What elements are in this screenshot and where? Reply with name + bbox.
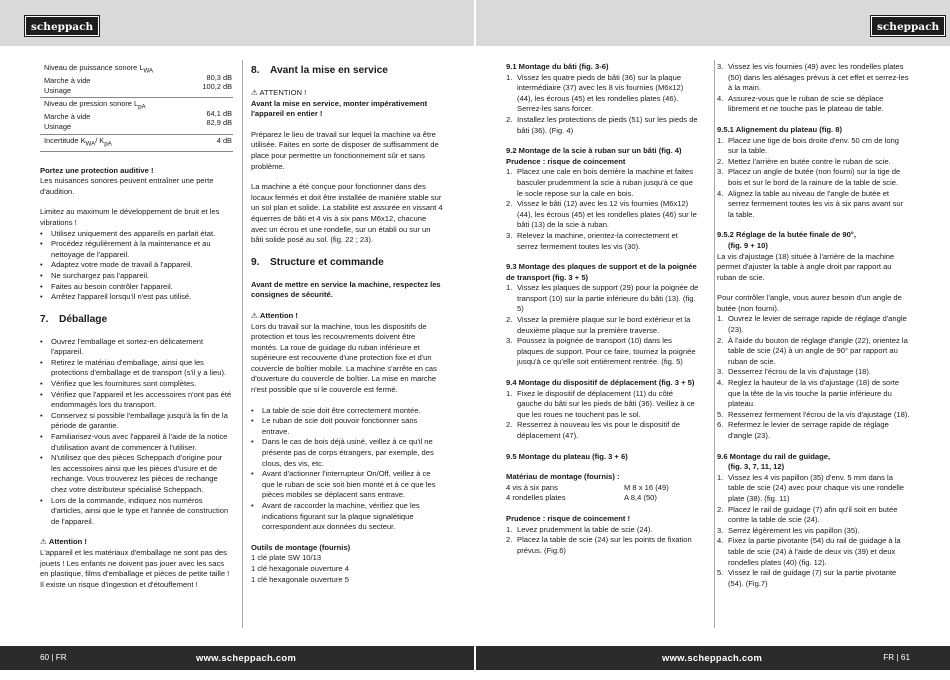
- section-heading: 8. Avant la mise en service: [251, 65, 388, 76]
- section-heading: 7. Déballage: [40, 313, 108, 325]
- list-item: • La table de scie doit être correctement montée.: [251, 406, 444, 417]
- column-3: [506, 62, 700, 566]
- subsection-heading: 9.5.1 Alignement du plateau (fig. 8): [717, 124, 843, 134]
- tools-title: Outils de montage (fournis): [251, 542, 351, 552]
- column-1: [40, 62, 233, 600]
- list-item: • Retirez le matériau d'emballage, ainsi que les protections d'emballage et de transport (s'il y a lieu).: [40, 358, 233, 379]
- caution-heading: Prudence : risque de coincement: [506, 156, 626, 166]
- steps-list: [717, 314, 910, 441]
- list-item: 1. Vissez les quatre pieds de bâti (36) sur la plaque intermédiaire (37) avec les 8 vis fournies (M6x12) (44), les écrous (45) et les rondelles plates (46). Serrez-les sans forcer.: [506, 72, 684, 114]
- list-item: 3. Serrez légèrement les vis papillon (35).: [717, 525, 860, 535]
- list-item: 2. Placez la table de scie (24) sur les points de fixation prévus. (Fig.6): [506, 535, 692, 555]
- list-item: 2. Vissez le bâti (12) avec les 12 vis fournies (M6x12) (44), les écrous (45) et les rondelles plates (46) sur le bâti (13) de la scie à ruban.: [506, 199, 697, 230]
- steps-list: [506, 525, 700, 557]
- list-item: 2. Vissez la première plaque sur le bord extérieur et la deuxième plaque sur la première traverse.: [506, 315, 691, 335]
- subsection-heading: 9.1 Montage du bâti (fig. 3-6): [506, 62, 609, 71]
- list-item: • Conservez si possible l'emballage jusqu'à la fin de la période de garantie.: [40, 411, 233, 432]
- list-item: 6. Refermez le levier de serrage rapide de réglage d'angle (23).: [717, 420, 889, 440]
- subsection-heading: 9.5.2 Réglage de la butée finale de 90°,: [717, 230, 856, 240]
- subsection-heading: (fig. 9 + 10): [728, 240, 768, 250]
- column-divider: [242, 60, 243, 628]
- noise-list: [40, 229, 233, 303]
- subsection-heading: 9.3 Montage des plaques de support et de la poignée de transport (fig. 3 + 5): [506, 262, 697, 282]
- list-item: • Ne surchargez pas l'appareil.: [40, 271, 233, 282]
- list-item: • Le ruban de scie doit pouvoir fonctionner sans entrave.: [251, 416, 444, 437]
- list-item: 1. Placez une tige de bois droite d'env. 50 cm de long sur la table.: [717, 135, 900, 156]
- list-item: 1. Fixez le dispositif de déplacement (11) du côté gauche du bâti sur les pieds de bâti (36). Veillez à ce que les roues ne touchent pas le sol.: [506, 388, 695, 419]
- list-item: • Familiarisez-vous avec l'appareil à l'aide de la notice d'utilisation avant de commencer à l'utiliser.: [40, 432, 233, 453]
- list-item: 5. Vissez le rail de guidage (7) sur la partie pivotante (54). (Fig.7): [717, 568, 897, 588]
- list-item: 2. Resserrez à nouveau les vis pour le dispositif de déplacement (47).: [506, 420, 680, 440]
- website-link[interactable]: www.scheppach.com: [662, 652, 763, 663]
- list-item: • Ouvrez l'emballage et sortez-en délicatement l'appareil.: [40, 337, 233, 358]
- steps-list: [506, 73, 700, 137]
- list-item: 1. Placez une cale en bois derrière la machine et faites basculer prudemment la scie à ruban jusqu'à ce que le socle repose sur la cale en bois.: [506, 167, 694, 198]
- list-item: 4. Assurez-vous que le ruban de scie se déplace librement et ne touche pas le plateau de table.: [717, 93, 884, 114]
- paragraph: Pour contrôler l'angle, vous aurez besoin d'un angle de butée (non fourni).: [717, 293, 902, 313]
- steps-list: [717, 62, 910, 115]
- paragraph: La machine a été conçue pour fonctionner dans des locaux fermés et doit être installée de manière stable sur un sol plan et solide. La stabilité est assurée en vissant 4 équerres de bâti et 4 vis à six pans M6x12, chacune avec un écrou et une rondelle, sur un établi ou sur un bâti solide posé au sol. (fig. 22 ; 23).: [251, 182, 443, 245]
- page-number: 60 | FR: [40, 653, 67, 662]
- column-4: [717, 62, 910, 599]
- list-item: 3. Poussez la poignée de transport (10) dans les plaques de support. Pour ce faire, tournez la poignée jusqu'à ce qu'elle soit entièrement rentrée. (fig. 5): [506, 336, 696, 367]
- subsection-heading: 9.2 Montage de la scie à ruban sur un bâti (fig. 4): [506, 146, 682, 156]
- list-item: • Arrêtez l'appareil lorsqu'il n'est pas utilisé.: [40, 292, 233, 303]
- list-item: • Adaptez votre mode de travail à l'appareil.: [40, 260, 233, 271]
- table-row: Incertitude $K_{WA}/$ $K_{pA}$ 4 dB: [40, 134, 233, 151]
- list-item: 5. Resserrez fermement l'écrou de la vis d'ajustage (18).: [717, 409, 910, 419]
- paragraph: Avant de mettre en service la machine, respectez les consignes de sécurité.: [251, 279, 441, 300]
- material-title: Matériau de montage (fournis) :: [506, 472, 620, 482]
- subsection-heading: 9.6 Montage du rail de guidage,: [717, 451, 831, 461]
- material-row: 4 vis à six pans M 8 x 16 (49): [506, 482, 669, 492]
- steps-list: [506, 389, 700, 442]
- list-item: 4. Alignez la table au niveau de l'angle de butée et serrez fermement toutes les vis à six pans avant sur la table.: [717, 188, 904, 219]
- list-item: • Dans le cas de bois déjà usiné, veillez à ce qu'il ne présente pas de corps étrangers, par exemple, des clous, des vis, etc.: [251, 437, 444, 469]
- list-item: 4. Fixez la partie pivotante (54) du rail de guidage à la table de scie (24) à l'aide de deux vis (39) et deux rondelles plates (40) (fig. 12).: [717, 536, 901, 567]
- tool-item: 1 clé hexagonale ouverture 5: [251, 574, 349, 584]
- website-link[interactable]: www.scheppach.com: [196, 652, 297, 663]
- list-item: • Procédez régulièrement à la maintenance et au nettoyage de l'appareil.: [40, 239, 233, 260]
- list-item: 3. Placez un angle de butée (non fourni) sur la tige de bois et sur le bord de la rainure de la table de scie.: [717, 167, 901, 187]
- paragraph: Avant la mise en service, monter impérativement l'appareil en entier !: [251, 98, 428, 119]
- list-item: • Vérifiez que les fournitures sont complètes.: [40, 379, 233, 390]
- table-row: Niveau de puissance sonore $L_{WA}$ Marche à vide Usinage 80,3 dB 100,2 dB: [40, 62, 233, 98]
- list-item: 4. Reglez la hauteur de la vis d'ajustage (18) de sorte que la tête de la vis touche la partie inférieure du plateau.: [717, 378, 900, 409]
- sound-table: [40, 62, 233, 152]
- subsection-heading: 9.5 Montage du plateau (fig. 3 + 6): [506, 451, 628, 461]
- list-item: 2. Placez le rail de guidage (7) afin qu'il soit en butée contre la table de scie (24).: [717, 504, 898, 525]
- section-heading: 9. Structure et commande: [251, 256, 384, 268]
- list-item: • Lors de la commande, indiquez nos numéros d'articles, ainsi que le type et l'année de construction de l'appareil.: [40, 496, 233, 528]
- scheppach-logo: scheppach: [871, 16, 945, 36]
- list-item: 2. Mettez l'arrière en butée contre le ruban de scie.: [717, 156, 891, 166]
- subsection-heading: (fig. 3, 7, 11, 12): [728, 462, 785, 472]
- steps-list: [717, 473, 910, 590]
- list-item: • Avant d'actionner l'interrupteur On/Off, veillez à ce que le ruban de scie soit bien monté et à ce que les pièces mobiles se déplacent sans entrave.: [251, 469, 444, 501]
- page-number: FR | 61: [883, 653, 910, 662]
- list-item: • Avant de raccorder la machine, vérifiez que les indications figurant sur la plaque signalétique correspondent aux données du secteur.: [251, 501, 444, 533]
- list-item: • Faites au besoin contrôler l'appareil.: [40, 282, 233, 293]
- paragraph: Limitez au maximum le développement de bruit et les vibrations !: [40, 207, 220, 227]
- footer-left: [0, 646, 474, 670]
- column-2: [251, 62, 444, 585]
- tool-item: 1 clé hexagonale ouverture 4: [251, 563, 349, 573]
- list-item: • Utilisez uniquement des appareils en parfait état.: [40, 229, 233, 240]
- subsection-heading: 9.4 Montage du dispositif de déplacement (fig. 3 + 5): [506, 378, 695, 388]
- list-item: 1. Levez prudemment la table de scie (24).: [506, 524, 653, 534]
- paragraph: L'appareil et les matériaux d'emballage ne sont pas des jouets ! Les enfants ne doivent pas jouer avec les sacs en plastique, films d'emballage et pièces de petite taille ! Il existe un risque d'ingestion et d'étouffement !: [40, 547, 230, 589]
- list-item: 3. Relevez la machine, orientez-la correctement et serrez fermement toutes les vis (30).: [506, 230, 678, 251]
- footer-right: [476, 646, 950, 670]
- paragraph: Les nuisances sonores peuvent entraîner une perte d'audition.: [40, 176, 214, 196]
- list-item: 3. Vissez les vis fournies (49) avec les rondelles plates (50) dans les alésages prévus à cet effet et serrez-les à la main.: [717, 62, 909, 93]
- warning-title: ⚠ Attention !: [40, 537, 233, 548]
- list-item: • Vérifiez que l'appareil et les accessoires n'ont pas été endommagés lors du transport.: [40, 390, 233, 411]
- caution-heading: Prudence : risque de coincement !: [506, 513, 631, 523]
- paragraph: Préparez le lieu de travail sur lequel la machine va être utilisée. Faites en sorte de disposer de suffisamment de place pour permettre un fonctionnement sûr et sans problème.: [251, 129, 439, 171]
- steps-list: [506, 283, 700, 368]
- ear-protection-title: Portez une protection auditive !: [40, 165, 154, 175]
- list-item: • N'utilisez que des pièces Scheppach d'origine pour les accessoires ainsi que les pièces d'usure et de rechange. Vous trouverez les pièces de rechange chez votre distributeur spécialisé Scheppach.: [40, 453, 233, 495]
- list-item: 2. Installez les protections de pieds (51) sur les pieds de bâti (36). (Fig. 4): [506, 114, 698, 135]
- steps-list: [506, 167, 700, 252]
- unpacking-list: [40, 337, 233, 528]
- list-item: 1. Vissez les plaques de support (29) pour la poignée de transport (10) sur la partie inférieure du bâti (13). (fig. 5): [506, 283, 699, 314]
- list-item: 1. Ouvrez le levier de serrage rapide de réglage d'angle (23).: [717, 314, 907, 335]
- paragraph: La vis d'ajustage (18) située à l'arrière de la machine permet d'ajuster la table à angle droit par rapport au ruban de scie.: [717, 251, 895, 282]
- list-item: 1. Vissez les 4 vis papillon (35) d'env. 5 mm dans la table de scie (24) avec pour chaque vis une rondelle plate (38). (fig. 11): [717, 472, 905, 503]
- tool-item: 1 clé plate SW 10/13: [251, 553, 322, 563]
- warning-title: ⚠ ATTENTION !: [251, 88, 444, 99]
- check-list: [251, 406, 444, 533]
- warning-title: ⚠ Attention !: [251, 311, 444, 322]
- scheppach-logo: scheppach: [25, 16, 99, 36]
- paragraph: Lors du travail sur la machine, tous les dispositifs de protection et tous les recouvrements doivent être montés. La roue de guidage du ruban inférieure et supérieure est recouverte d'une protection fixe et d'un couvercle de boîtier mobile. La machine s'arrête en cas d'ouverture du couvercle de boîtier. La mise en marche n'est possible que si le couvercle est fermé.: [251, 321, 437, 395]
- list-item: 3. Desserrez l'écrou de la vis d'ajustage (18).: [717, 367, 872, 377]
- list-item: 2. À l'aide du bouton de réglage d'angle (22), orientez la table de scie (24) à un angle de 90° par rapport au ruban de scie.: [717, 335, 908, 366]
- steps-list: [717, 136, 910, 221]
- table-row: Niveau de pression sonore $L_{pA}$ Marche à vide Usinage 64,1 dB 82,9 dB: [40, 98, 233, 134]
- column-divider: [714, 60, 715, 628]
- material-row: 4 rondelles plates A 8,4 (50): [506, 493, 657, 503]
